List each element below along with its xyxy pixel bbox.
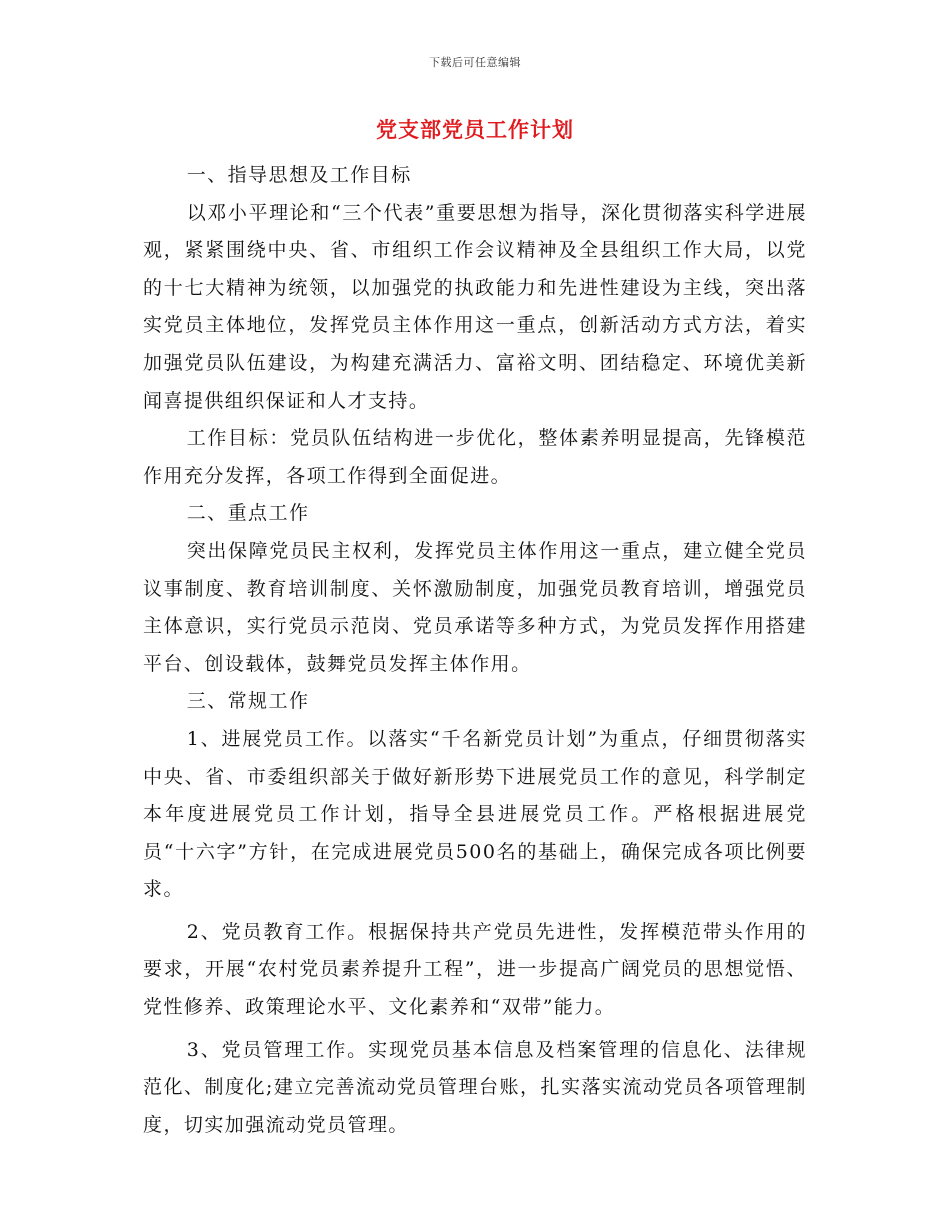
document-title: 党支部党员工作计划 <box>376 117 574 142</box>
header-note: 下载后可任意编辑 <box>429 56 521 69</box>
section-heading-2: 二、重点工作 <box>186 502 310 525</box>
document-body <box>143 157 807 1144</box>
paragraph-item-1: 1、进展党员工作。以落实“千名新党员计划”为重点，仔细贯彻落实中央、省、市委组织部关于做好新形势下进展党员工作的意见，科学制定本年度进展党员工作计划，指导全县进展党员工作。严格根据进展党员“十六字”方针，在完成进展党员500名的基础上，确保完成各项比例要求。 <box>143 727 807 901</box>
paragraph-item-2: 2、党员教育工作。根据保持共产党员先进性，发挥模范带头作用的要求，开展“农村党员素养提升工程”，进一步提高广阔党员的思想觉悟、党性修养、政策理论水平、文化素养和“双带”能力。 <box>143 920 807 1019</box>
section-heading-1: 一、指导思想及工作目标 <box>186 164 412 186</box>
paragraph-key-work: 突出保障党员民主权利，发挥党员主体作用这一重点，建立健全党员议事制度、教育培训制度、关怀激励制度，加强党员教育培训，增强党员主体意识，实行党员示范岗、党员承诺等多种方式，为党员发挥作用搭建平台、创设载体，鼓舞党员发挥主体作用。 <box>143 539 807 675</box>
paragraph-item-3: 3、党员管理工作。实现党员基本信息及档案管理的信息化、法律规范化、制度化;建立完善流动党员管理台账，扎实落实流动党员各项管理制度，切实加强流动党员管理。 <box>143 1038 807 1136</box>
paragraph-work-goals: 工作目标：党员队伍结构进一步优化，整体素养明显提高，先锋模范作用充分发挥，各项工作得到全面促进。 <box>143 427 807 487</box>
section-heading-3: 三、常规工作 <box>186 690 310 713</box>
paragraph-guiding-thought: 以邓小平理论和“三个代表”重要思想为指导，深化贯彻落实科学进展观，紧紧围绕中央、省、市组织工作会议精神及全县组织工作大局，以党的十七大精神为统领，以加强党的执政能力和先进性建设为主线，突出落实党员主体地位，发挥党员主体作用这一重点，创新活动方式方法，着实加强党员队伍建设，为构建充满活力、富裕文明、团结稳定、环境优美新闻喜提供组织保证和人才支持。 <box>143 201 807 412</box>
